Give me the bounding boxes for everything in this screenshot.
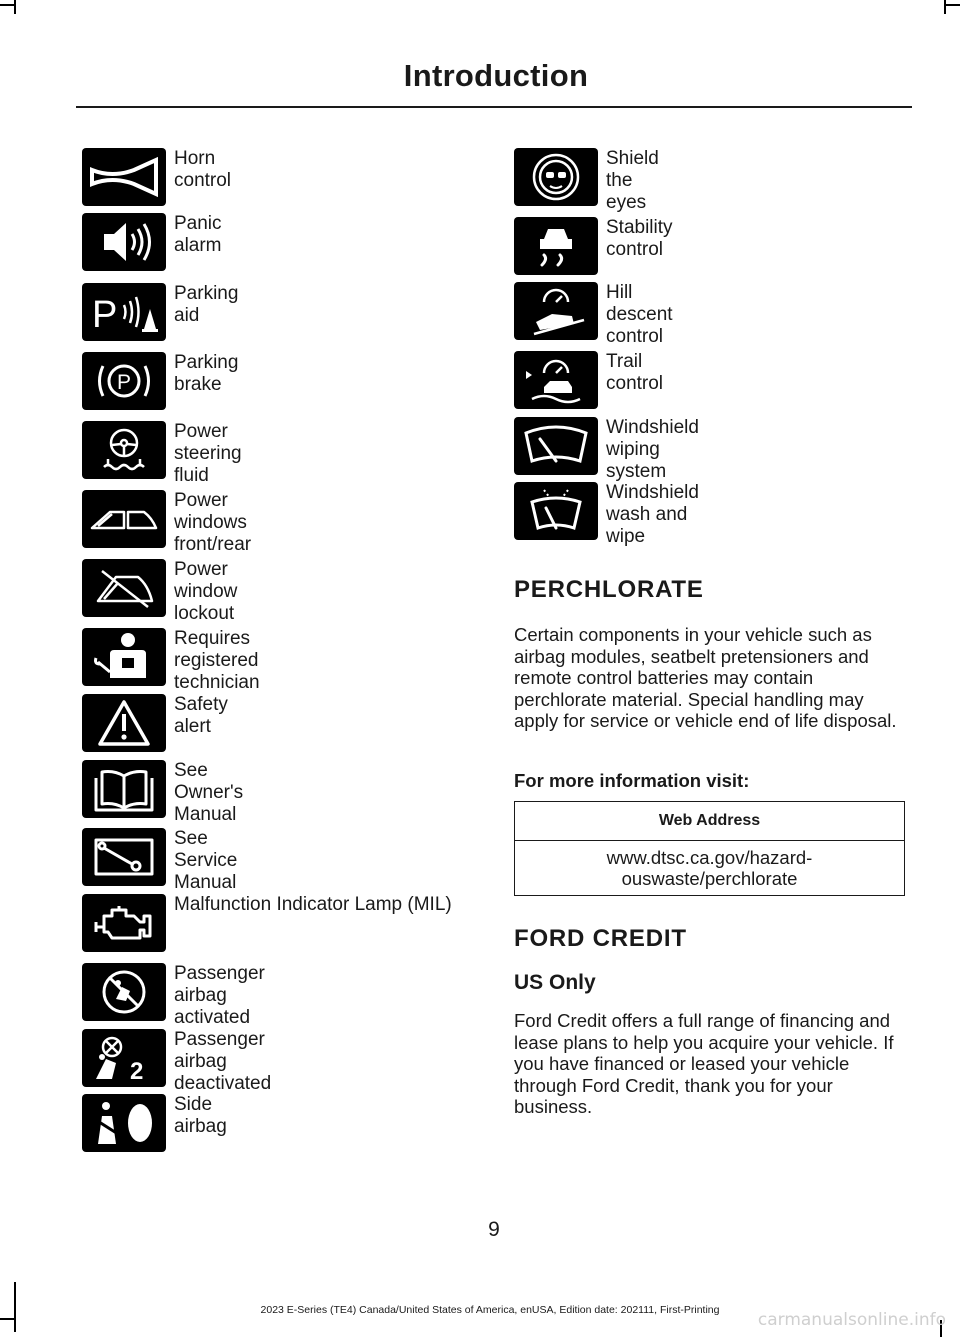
perchlorate-heading: PERCHLORATE — [514, 576, 704, 603]
symbol-label: Power steering fluid — [174, 421, 242, 486]
engine-icon — [82, 894, 166, 952]
web-address-table — [514, 801, 905, 896]
crop-mark — [0, 1318, 14, 1320]
wash-wipe-icon — [514, 482, 598, 540]
symbol-label: Passenger airbag deactivated — [174, 1029, 272, 1094]
symbol-label: Power window lockout — [174, 559, 238, 624]
web-address-link[interactable]: www.dtsc.ca.gov/hazard-ouswaste/perchlorate — [515, 841, 905, 896]
symbol-label: See Service Manual — [174, 828, 238, 893]
stability-control-icon — [514, 217, 598, 275]
crop-mark — [944, 0, 946, 14]
symbol-label: Requires registered technician — [174, 628, 260, 693]
symbol-label: Side airbag — [174, 1094, 227, 1137]
symbol-label: Parking aid — [174, 283, 239, 326]
page-title: Introduction — [403, 58, 589, 93]
parking-brake-icon — [82, 352, 166, 410]
crop-mark — [946, 4, 960, 6]
speaker-icon — [82, 213, 166, 271]
horn-icon — [82, 148, 166, 206]
symbol-label: Hill descent control — [606, 282, 673, 347]
side-airbag-icon — [82, 1094, 166, 1152]
wiper-icon — [514, 417, 598, 475]
airbag-activated-icon — [82, 963, 166, 1021]
symbol-label: Windshield wiping system — [606, 417, 699, 482]
footer-edition: 2023 E-Series (TE4) Canada/United States of America, enUSA, Edition date: 202111, First-Printing — [260, 1304, 720, 1316]
symbol-label: Passenger airbag activated — [174, 963, 265, 1028]
symbol-label: Panic alarm — [174, 213, 222, 256]
ford-credit-paragraph: Ford Credit offers a full range of financing and lease plans to help you acquire your vehicle. If you have financed or leased your vehicle through Ford Credit, thank you for your business. — [514, 1010, 894, 1117]
power-windows-icon — [82, 490, 166, 548]
symbol-label-text: Malfunction Indicator Lamp (MIL) — [174, 894, 452, 915]
crop-mark — [0, 4, 14, 6]
symbol-label: Windshield wash and wipe — [606, 482, 699, 547]
us-only-subheading: US Only — [514, 971, 596, 994]
table-header-row — [515, 802, 905, 841]
ford-credit-heading: FORD CREDIT — [514, 925, 687, 952]
symbol-label: Power windows front/rear — [174, 490, 252, 555]
table-header-cell: Web Address — [515, 802, 905, 841]
airbag-deactivated-icon — [82, 1029, 166, 1087]
symbol-label: Safety alert — [174, 694, 228, 737]
symbol-label: Stability control — [606, 217, 673, 260]
goggles-face-icon — [514, 148, 598, 206]
technician-icon — [82, 628, 166, 686]
window-lockout-icon — [82, 559, 166, 617]
symbol-label — [174, 894, 454, 916]
svg-text:2: 2 — [130, 1058, 144, 1085]
table-row — [515, 841, 905, 896]
svg-text:P: P — [92, 294, 118, 336]
svg-text:P: P — [117, 371, 132, 394]
symbol-label: See Owner's Manual — [174, 760, 244, 825]
more-info-label: For more information visit: — [514, 770, 750, 791]
hill-descent-icon — [514, 282, 598, 340]
warning-triangle-icon — [82, 694, 166, 752]
perchlorate-paragraph: Certain components in your vehicle such as airbag modules, seatbelt pretensioners and remote control batteries may contain perchlorate material. Special handling may apply for service or vehicle end of life disposal. — [514, 624, 897, 731]
symbol-label: Shield the eyes — [606, 148, 659, 213]
service-manual-icon — [82, 828, 166, 886]
symbol-label: Parking brake — [174, 352, 239, 395]
owners-manual-icon — [82, 760, 166, 818]
crop-mark — [14, 0, 16, 14]
symbol-label: Horn control — [174, 148, 232, 191]
title-divider — [76, 106, 912, 108]
trail-control-icon — [514, 351, 598, 409]
watermark: carmanualsonline.info — [757, 1310, 946, 1330]
power-steering-fluid-icon — [82, 421, 166, 479]
page-number: 9 — [488, 1218, 500, 1241]
symbol-label: Trail control — [606, 351, 664, 394]
parking-aid-icon — [82, 283, 166, 341]
